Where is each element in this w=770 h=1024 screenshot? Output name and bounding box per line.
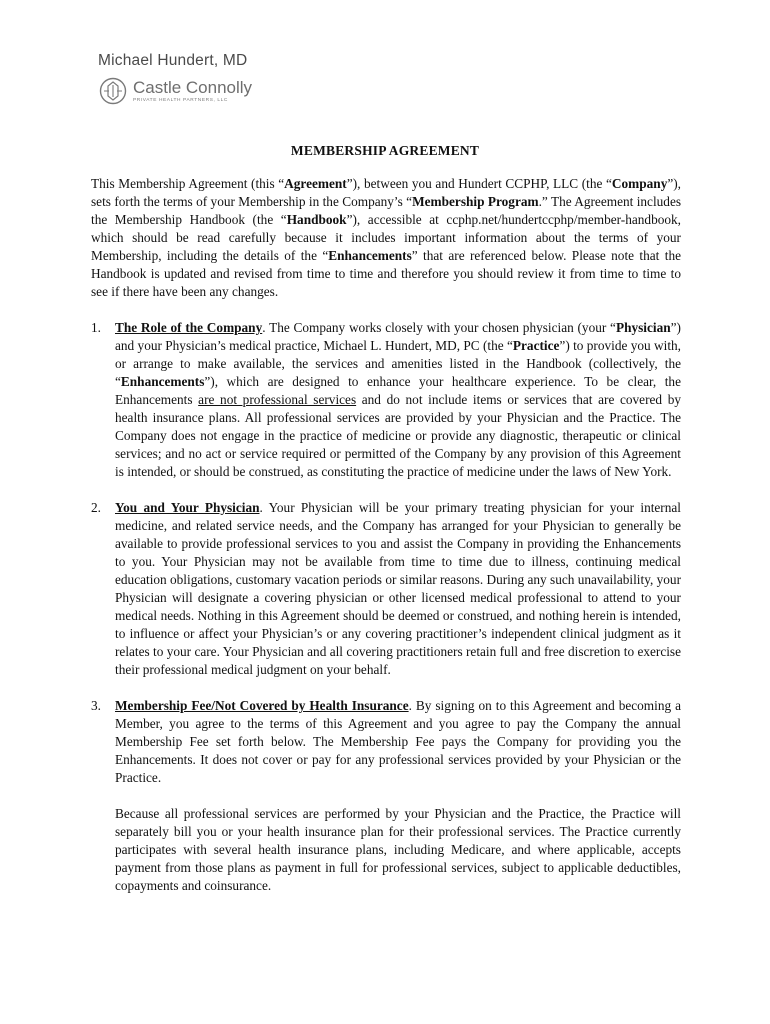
- section-number: 3.: [91, 698, 101, 713]
- section-3-paragraph-2: Because all professional services are performed by your Physician and the Practice, the Practice will separately bill you or your health insurance plan for their professional services. The Practice currently participates with several health insurance plans, including Medicare, and where applicable, accepts payment from those plans as payment in full for professional services, subject to applicable deductibles, copayments and coinsurance.: [115, 806, 681, 893]
- brand-name: Castle Connolly: [133, 78, 253, 97]
- section-3: [91, 697, 681, 895]
- section-heading: The Role of the Company: [115, 320, 263, 335]
- section-heading: You and Your Physician: [115, 500, 260, 515]
- section-1-paragraph: The Role of the Company. The Company works closely with your chosen physician (your “Physician”) and your Physician’s medical practice, Michael L. Hundert, MD, PC (the “Practice”) to provide you with, or arrange to make available, the services and amenities listed in the Handbook (collectively, the “Enhancements”), which are designed to enhance your healthcare experience. To be clear, the Enhancements are not professional services and do not include items or services that are covered by health insurance plans. All professional services are provided by your Physician and the Practice. The Company does not engage in the practice of medicine or provide any diagnostic, therapeutic or clinical services; and no act or service required or permitted of the Company by any provision of this Agreement is intended, or should be construed, as constituting the practice of medicine under the laws of New York.: [115, 320, 681, 479]
- document-title: MEMBERSHIP AGREEMENT: [290, 143, 480, 158]
- doctor-name: Michael Hundert, MD: [98, 52, 248, 69]
- agreement-body: [91, 175, 681, 913]
- section-2: [91, 499, 681, 679]
- letterhead: [98, 52, 278, 106]
- section-number: 2.: [91, 500, 101, 515]
- brand-logo: [98, 76, 278, 106]
- section-1: [91, 319, 681, 481]
- section-heading: Membership Fee/Not Covered by Health Insurance: [115, 698, 409, 713]
- brand-subtitle: PRIVATE HEALTH PARTNERS, LLC: [133, 98, 228, 103]
- section-2-paragraph: You and Your Physician. Your Physician will be your primary treating physician for your internal medicine, and related service needs, and the Company has arranged for your Physician to generally be available to provide professional services to you and assist the Company in providing the Enhancements to you. Your Physician may not be available from time to time due to illness, continuing medical education obligations, customary vacation periods or similar reasons. During any such unavailability, your Physician will designate a covering physician or other licensed medical professional to attend to your medical needs. Nothing in this Agreement should be deemed or construed, and nothing herein is intended, to influence or affect your Physician’s or any covering practitioner’s independent clinical judgment as it relates to your care. Your Physician and all covering practitioners retain full and free discretion to exercise their professional medical judgment on your behalf.: [115, 500, 681, 677]
- castle-connolly-logo-icon: [98, 76, 128, 106]
- section-number: 1.: [91, 320, 101, 335]
- section-3-paragraph: Membership Fee/Not Covered by Health Insurance. By signing on to this Agreement and becoming a Member, you agree to the terms of this Agreement and you agree to pay the Company the annual Membership Fee set forth below. The Membership Fee pays the Company for providing you the Enhancements. It does not cover or pay for any professional services provided by your Physician or the Practice.: [115, 698, 681, 785]
- intro-paragraph: This Membership Agreement (this “Agreement”), between you and Hundert CCPHP, LLC (the “Company”), sets forth the terms of your Membership in the Company’s “Membership Program.” The Agreement includes the Membership Handbook (the “Handbook”), accessible at ccphp.net/hundertccphp/member-handbook, which should be read carefully because it includes important information about the terms of your Membership, including the details of the “Enhancements” that are referenced below. Please note that the Handbook is updated and revised from time to time and therefore you should review it from time to time to see if there have been any changes.: [91, 176, 682, 299]
